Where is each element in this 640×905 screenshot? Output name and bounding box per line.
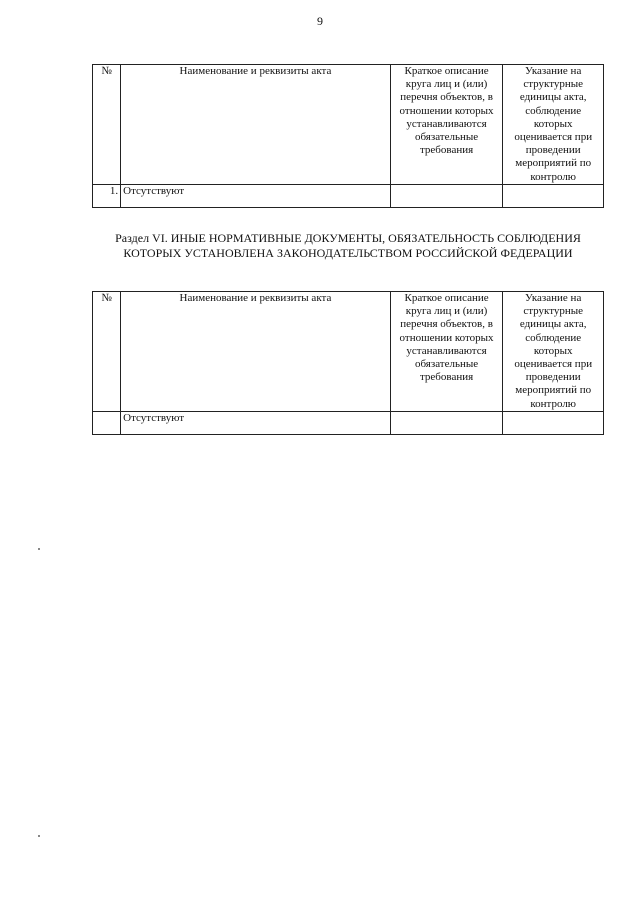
row-reference [503,412,604,435]
section-title: Раздел VI. ИНЫЕ НОРМАТИВНЫЕ ДОКУМЕНТЫ, ОБЯЗАТЕЛЬНОСТЬ СОБЛЮДЕНИЯ КОТОРЫХ УСТАНОВЛЕНА ЗАКОНОДАТЕЛЬСТВОМ РОССИЙСКОЙ ФЕДЕРАЦИИ [115,231,581,260]
table-header-row [93,65,604,185]
requirements-table-2 [92,291,604,435]
row-act-name: Отсутствуют [121,185,391,208]
table-header-row [93,292,604,412]
table-row [93,412,604,435]
header-description: Краткое описание круга лиц и (или) перечня объектов, в отношении которых устанавливаются обязательные требования [390,292,503,412]
page-number: 9 [317,14,323,28]
row-act-name: Отсутствуют [121,412,391,435]
header-num: № [93,65,121,185]
header-description: Краткое описание круга лиц и (или) перечня объектов, в отношении которых устанавливаются обязательные требования [390,65,503,185]
header-act-name: Наименование и реквизиты акта [121,65,391,185]
table-row [93,185,604,208]
row-description [390,185,503,208]
header-act-name: Наименование и реквизиты акта [121,292,391,412]
header-reference: Указание на структурные единицы акта, соблюдение которых оценивается при проведении мероприятий по контролю [503,65,604,185]
row-num: 1. [93,185,121,208]
row-num [93,412,121,435]
requirements-table-1 [92,64,604,208]
scan-speck [38,835,40,837]
row-reference [503,185,604,208]
scan-speck [38,548,40,550]
header-reference: Указание на структурные единицы акта, соблюдение которых оценивается при проведении мероприятий по контролю [503,292,604,412]
header-num: № [93,292,121,412]
row-description [390,412,503,435]
